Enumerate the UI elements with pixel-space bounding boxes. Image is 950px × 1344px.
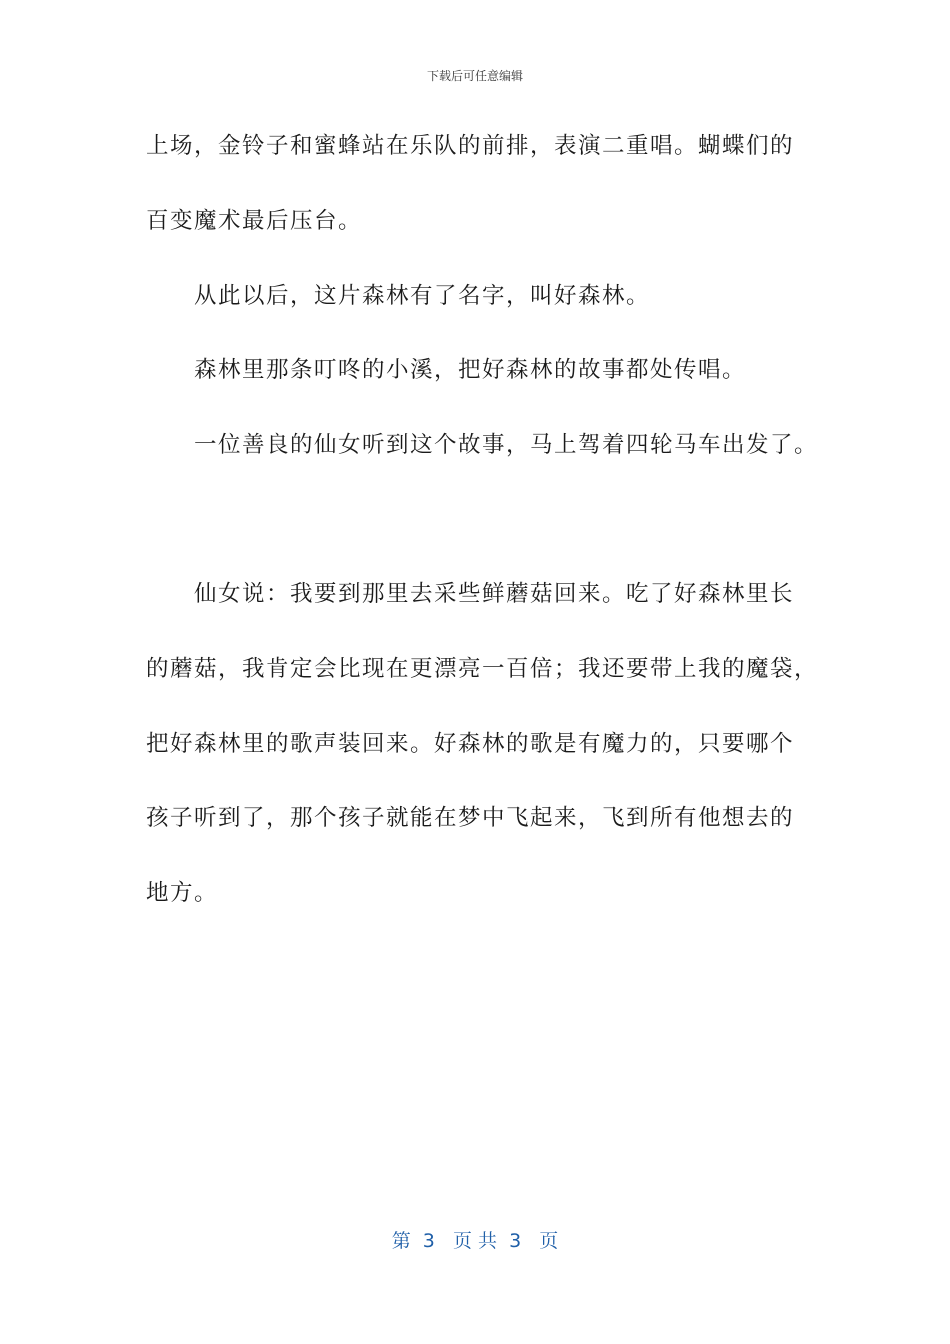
paragraph-line: 孩子听到了，那个孩子就能在梦中飞起来，飞到所有他想去的: [146, 805, 795, 831]
page-header: 下载后可任意编辑: [426, 69, 523, 83]
paragraph-line: 一位善良的仙女听到这个故事，马上驾着四轮马车出发了。: [194, 432, 819, 458]
paragraph-line: 从此以后，这片森林有了名字，叫好森林。: [194, 283, 651, 309]
paragraph-line: 的蘑菇，我肯定会比现在更漂亮一百倍；我还要带上我的魔袋，: [146, 656, 819, 682]
paragraph-line: 上场，金铃子和蜜蜂站在乐队的前排，表演二重唱。蝴蝶们的: [146, 133, 795, 159]
paragraph-line: 百变魔术最后压台。: [146, 208, 363, 234]
paragraph-line: 地方。: [146, 880, 219, 906]
paragraph-line: 把好森林里的歌声装回来。好森林的歌是有魔力的，只要哪个: [146, 731, 795, 757]
page-footer: 第 3 页 共 3 页: [391, 1230, 559, 1252]
paragraph-line: 仙女说：我要到那里去采些鲜蘑菇回来。吃了好森林里长: [194, 581, 795, 607]
paragraph-line: 森林里那条叮咚的小溪，把好森林的故事都处传唱。: [194, 357, 747, 383]
